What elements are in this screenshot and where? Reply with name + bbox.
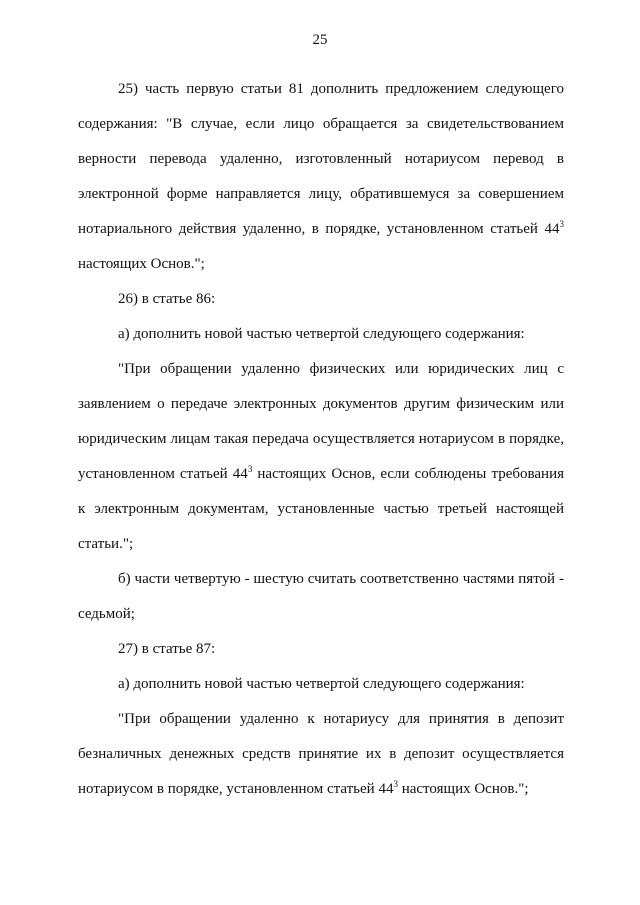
paragraph-26a: а) дополнить новой частью четвертой следующего содержания: xyxy=(118,326,525,342)
paragraph-text: "При обращении удаленно к нотариусу для принятия в депозит безналичных денежных средств принятие их в депозит осуществляется нотариусом в порядке, установленном статьей 44 xyxy=(78,711,564,797)
paragraph-26-article-86: 26) в статье 86: xyxy=(118,291,216,307)
paragraph-27a-quote xyxy=(78,702,564,807)
paragraph-26a-quote xyxy=(78,352,564,562)
paragraph-text: 25) часть первую статьи 81 дополнить предложением следующего содержания: "В случае, если лицо обращается за свидетельствованием верности перевода удаленно, изготовленный нотариусом перевод в электронной форме направляется лицу, обратившемуся за совершением нотариального действия удаленно, в порядке, установленном статьей 44 xyxy=(78,81,564,237)
paragraph-25-article-81 xyxy=(78,72,564,282)
paragraph-27a: а) дополнить новой частью четвертой следующего содержания: xyxy=(118,676,525,692)
page-number: 25 xyxy=(312,32,328,48)
superscript: 3 xyxy=(247,464,253,474)
document-body xyxy=(78,72,564,807)
superscript: 3 xyxy=(559,219,564,229)
paragraph-text: настоящих Основ."; xyxy=(397,781,529,797)
paragraph-text: настоящих Основ."; xyxy=(78,256,205,272)
paragraph-text: "При обращении удаленно физических или юридических лиц с заявлением о передаче электронных документов другим физическим или юридическим лицам такая передача осуществляется нотариусом в порядке, установленном статьей 44 xyxy=(78,361,564,482)
paragraph-26b: б) части четвертую - шестую считать соответственно частями пятой - седьмой; xyxy=(78,571,564,622)
superscript: 3 xyxy=(393,779,398,789)
paragraph-text: настоящих Основ, если соблюдены требования к электронным документам, установленные частью третьей настоящей статьи."; xyxy=(78,466,564,552)
paragraph-27-article-87: 27) в статье 87: xyxy=(118,641,216,657)
